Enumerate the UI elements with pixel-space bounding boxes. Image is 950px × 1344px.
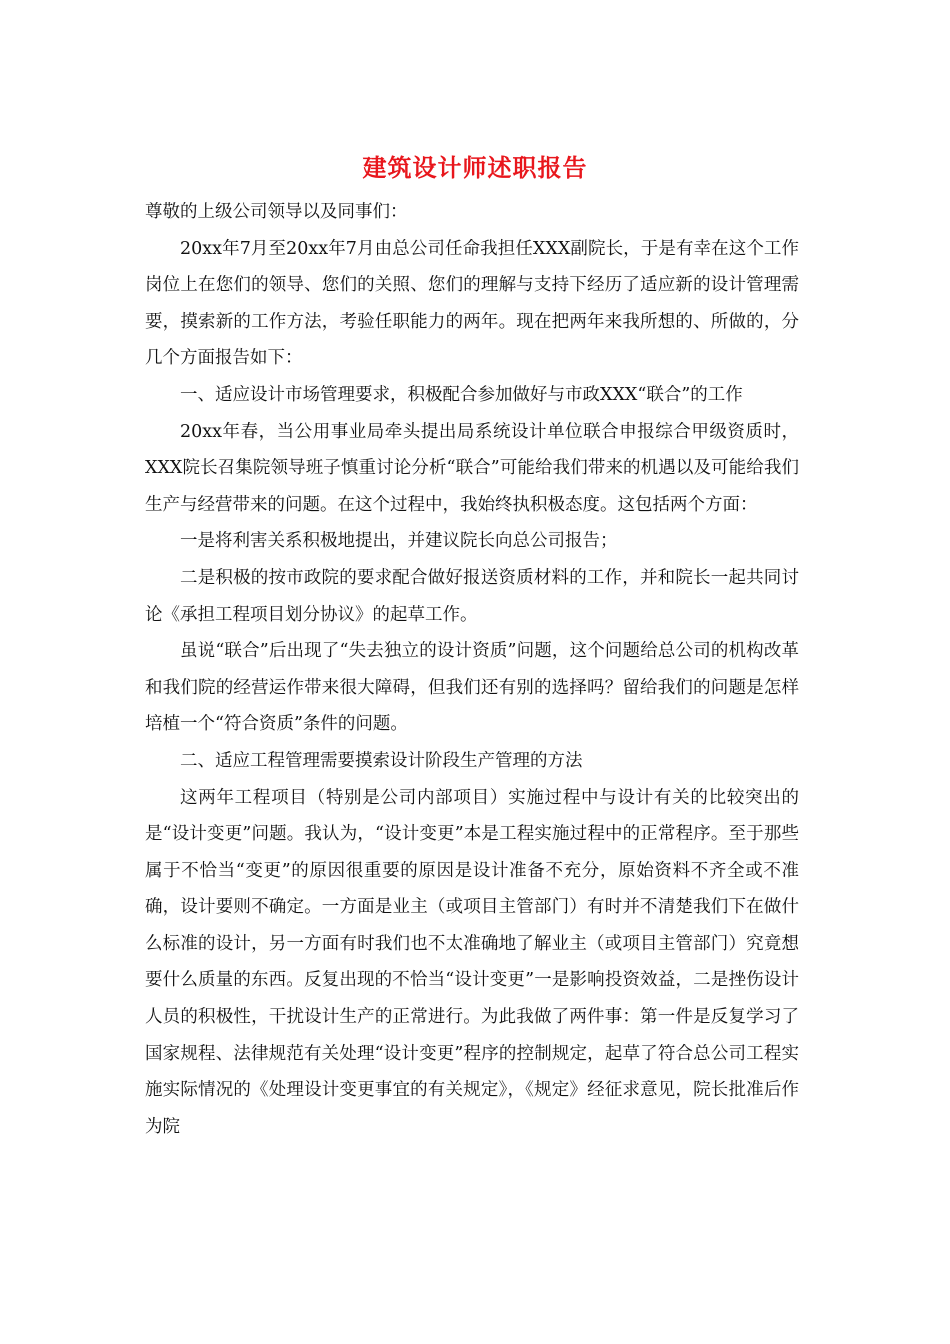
paragraph-qualification: 虽说“联合”后出现了“失去独立的设计资质”问题，这个问题给总公司的机构改革和我们院的经营运作带来很大障碍，但我们还有别的选择吗？留给我们的问题是怎样培植一个“符合资质”条件的问题。: [145, 641, 799, 735]
section-heading-1: 一、适应设计市场管理要求，积极配合参加做好与市政XXX“联合”的工作: [180, 384, 743, 405]
document-body: [145, 194, 799, 1145]
salutation: 尊敬的上级公司领导以及同事们：: [145, 202, 408, 222]
paragraph-point-1: 一是将利害关系积极地提出，并建议院长向总公司报告；: [180, 531, 618, 552]
document-title: 建筑设计师述职报告: [362, 153, 588, 182]
paragraph-alliance: 20xx年春，当公用事业局牵头提出局系统设计单位联合申报综合甲级资质时，XXX院长召集院领导班子慎重讨论分析“联合”可能给我们带来的机遇以及可能给我们生产与经营带来的问题。在这个过程中，我始终执积极态度。这包括两个方面：: [145, 421, 799, 515]
paragraph-point-2: 二是积极的按市政院的要求配合做好报送资质材料的工作，并和院长一起共同讨论《承担工程项目划分协议》的起草工作。: [145, 567, 799, 625]
paragraph-intro: 20xx年7月至20xx年7月由总公司任命我担任XXX副院长，于是有幸在这个工作岗位上在您们的领导、您们的关照、您们的理解与支持下经历了适应新的设计管理需要，摸索新的工作方法，考验任职能力的两年。现在把两年来我所想的、所做的，分几个方面报告如下：: [145, 238, 799, 369]
section-heading-2: 二、适应工程管理需要摸索设计阶段生产管理的方法: [180, 750, 583, 771]
paragraph-design-change: 这两年工程项目（特别是公司内部项目）实施过程中与设计有关的比较突出的是“设计变更”问题。我认为，“设计变更”本是工程实施过程中的正常程序。至于那些属于不恰当“变更”的原因很重要的原因是设计准备不充分，原始资料不齐全或不准确，设计要则不确定。一方面是业主（或项目主管部门）有时并不清楚我们下在做什么标准的设计，另一方面有时我们也不太准确地了解业主（或项目主管部门）究竟想要什么质量的东西。反复出现的不恰当“设计变更”一是影响投资效益，二是挫伤设计人员的积极性，干扰设计生产的正常进行。为此我做了两件事：第一件是反复学习了国家规程、法律规范有关处理“设计变更”程序的控制规定，起草了符合总公司工程实施实际情况的《处理设计变更事宜的有关规定》，《规定》经征求意见，院长批准后作为院: [145, 787, 799, 1137]
